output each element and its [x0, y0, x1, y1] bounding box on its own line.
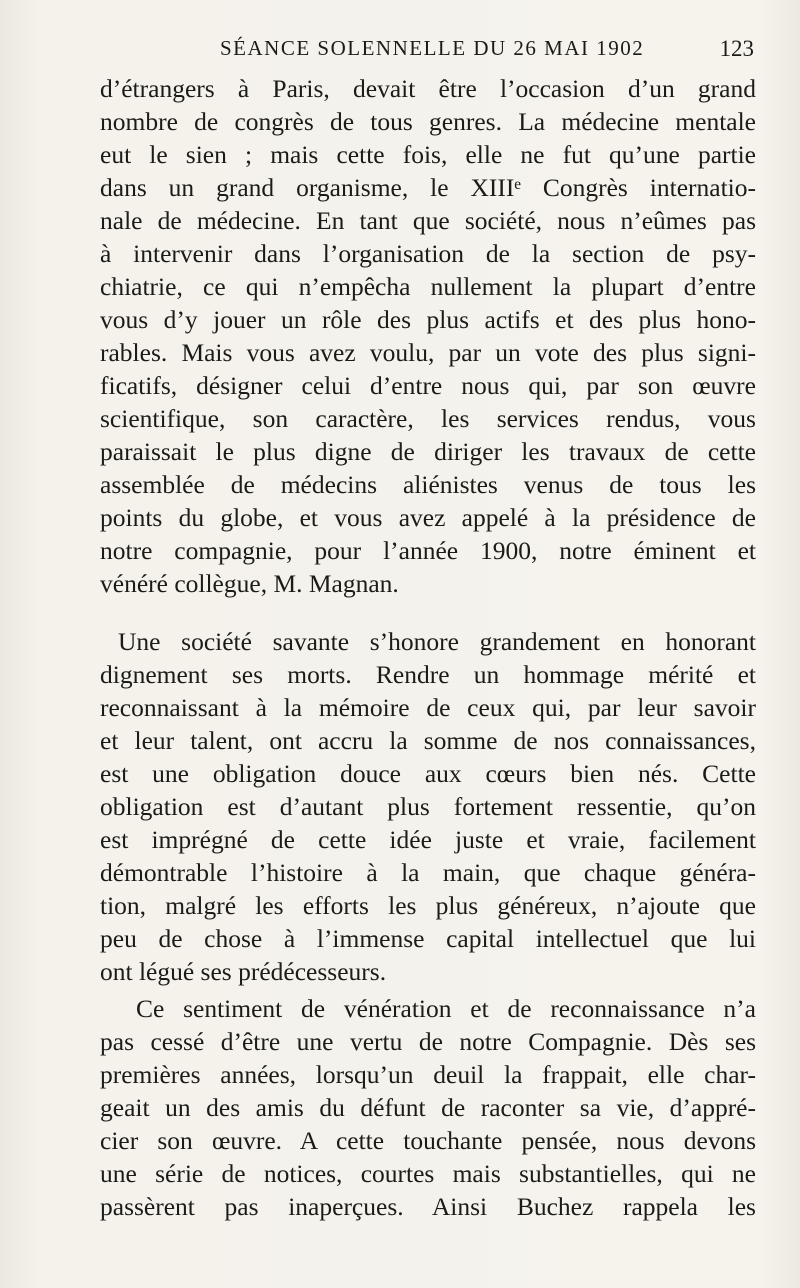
- text-line: scientifique, son caractère, les services rendus, vous: [100, 404, 756, 433]
- text-line: peu de chose à l’immense capital intellectuel que lui: [100, 924, 756, 953]
- text-line: chiatrie, ce qui n’empêcha nullement la plupart d’entre: [100, 272, 756, 301]
- text-line: rables. Mais vous avez voulu, par un vote des plus signi-: [100, 338, 756, 367]
- paragraph-2: [100, 625, 756, 988]
- text-line: démontrable l’histoire à la main, que chaque généra-: [100, 858, 756, 887]
- text-line: nale de médecine. En tant que société, nous n’eûmes pas: [100, 206, 756, 235]
- text-line: tion, malgré les efforts les plus généreux, n’ajoute que: [100, 891, 756, 920]
- paragraph-gap: [106, 600, 756, 625]
- text-line: vous d’y jouer un rôle des plus actifs et des plus hono-: [100, 305, 756, 334]
- text-line: premières années, lorsqu’un deuil la frappait, elle char-: [100, 1060, 756, 1089]
- text-line: Ce sentiment de vénération et de reconnaissance n’a: [136, 994, 756, 1023]
- text-line: à intervenir dans l’organisation de la section de psy-: [100, 239, 756, 268]
- page-number: 123: [719, 36, 754, 61]
- text-line: nombre de congrès de tous genres. La médecine mentale: [100, 107, 756, 136]
- text-line: ficatifs, désigner celui d’entre nous qui, par son œuvre: [100, 371, 756, 400]
- text-line: pas cessé d’être une vertu de notre Compagnie. Dès ses: [100, 1027, 756, 1056]
- text-line: reconnaissant à la mémoire de ceux qui, par leur savoir: [100, 693, 756, 722]
- text-line: vénéré collègue, M. Magnan.: [100, 569, 399, 598]
- text-line: est une obligation douce aux cœurs bien nés. Cette: [100, 759, 756, 788]
- paragraph-3: [100, 992, 756, 1223]
- text-line: dans un grand organisme, le XIIIᵉ Congrès internatio-: [100, 173, 756, 202]
- text-line: obligation est d’autant plus fortement ressentie, qu’on: [100, 792, 756, 821]
- text-line: Une société savante s’honore grandement en honorant: [118, 627, 756, 656]
- text-line: d’étrangers à Paris, devait être l’occasion d’un grand: [100, 74, 756, 103]
- text-line: geait un des amis du défunt de raconter sa vie, d’appré-: [100, 1093, 756, 1122]
- body-text: [100, 72, 756, 1223]
- text-line: eut le sien ; mais cette fois, elle ne fut qu’une partie: [100, 140, 756, 169]
- text-line: passèrent pas inaperçues. Ainsi Buchez rappela les: [100, 1192, 756, 1221]
- running-title: SÉANCE SOLENNELLE DU 26 MAI 1902: [220, 36, 645, 60]
- running-head: [100, 36, 760, 66]
- paragraph-1: [100, 72, 756, 600]
- text-line: et leur talent, ont accru la somme de nos connaissances,: [100, 726, 756, 755]
- text-line: une série de notices, courtes mais substantielles, qui ne: [100, 1159, 756, 1188]
- text-line: est imprégné de cette idée juste et vraie, facilement: [100, 825, 756, 854]
- text-line: assemblée de médecins aliénistes venus de tous les: [100, 470, 756, 499]
- text-line: cier son œuvre. A cette touchante pensée, nous devons: [100, 1126, 756, 1155]
- text-line: points du globe, et vous avez appelé à la présidence de: [100, 503, 756, 532]
- text-line: ont légué ses prédécesseurs.: [100, 957, 387, 986]
- text-line: notre compagnie, pour l’année 1900, notre éminent et: [100, 536, 756, 565]
- text-line: paraissait le plus digne de diriger les travaux de cette: [100, 437, 756, 466]
- text-line: dignement ses morts. Rendre un hommage mérité et: [100, 660, 756, 689]
